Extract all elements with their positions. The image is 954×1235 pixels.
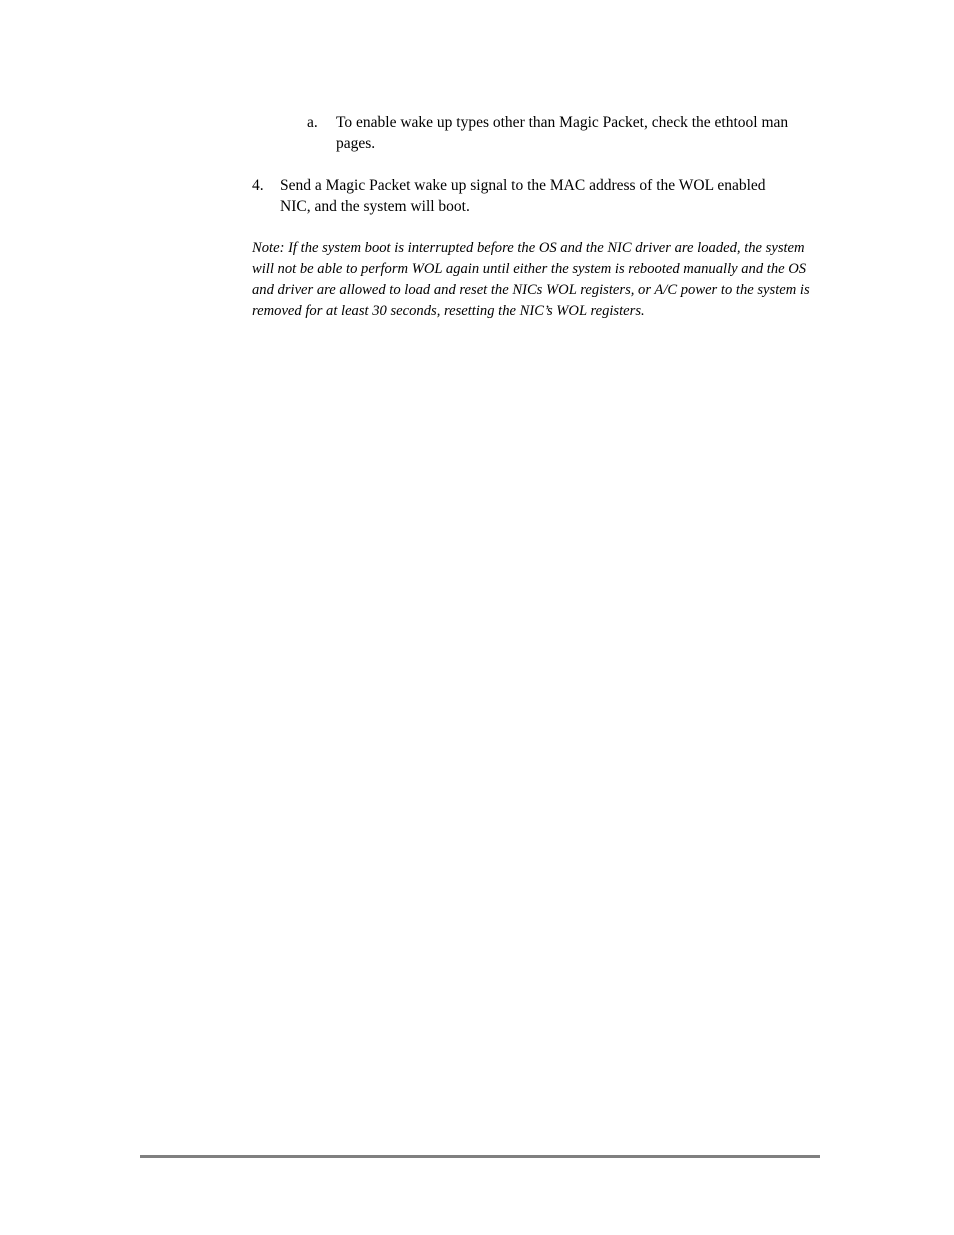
list-item-text: To enable wake up types other than Magic Packet, check the ethtool man pages. [336,114,789,152]
list-marker: a. [307,114,318,131]
list-item-text: Send a Magic Packet wake up signal to the MAC address of the WOL enabled NIC, and the system will boot. [280,177,766,215]
sub-list-item-a [307,112,817,154]
note-paragraph: Note: If the system boot is interrupted before the OS and the NIC driver are loaded, the system will not be able to perform WOL again until either the system is rebooted manually and the OS and driver are allowed to load and reset the NICs WOL registers, or A/C power to the system is removed for at least 30 seconds, resetting the NIC’s WOL registers. [252,240,810,319]
numbered-list-item-4 [252,175,772,217]
list-marker: 4. [252,177,264,194]
footer-rule [140,1155,820,1158]
